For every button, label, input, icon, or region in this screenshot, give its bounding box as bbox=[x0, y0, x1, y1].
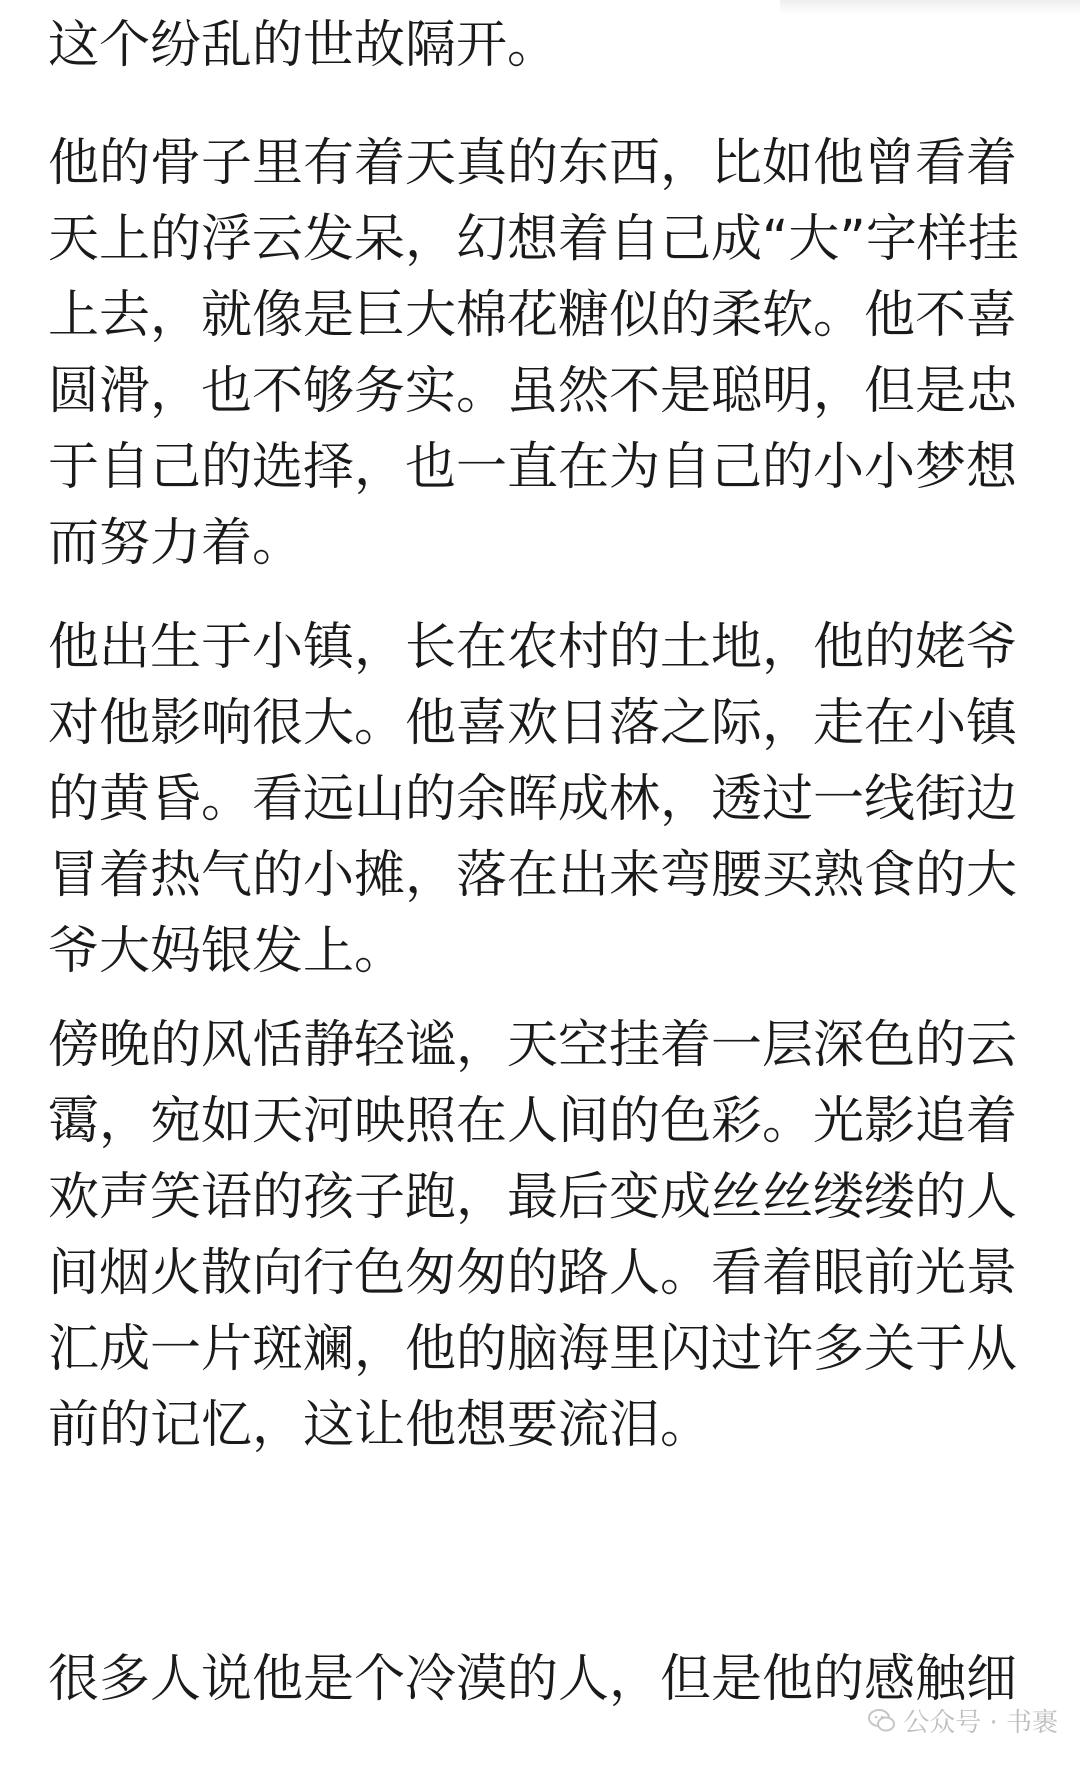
paragraph-3 bbox=[48, 610, 1017, 990]
paragraph-1 bbox=[48, 8, 558, 84]
text-line: 汇成一片斑斓，他的脑海里闪过许多关于从 bbox=[48, 1320, 1018, 1379]
text-line: 对他影响很大。他喜欢日落之际，走在小镇 bbox=[48, 694, 1018, 753]
text-line: 霭，宛如天河映照在人间的色彩。光影追着 bbox=[48, 1092, 1018, 1151]
watermark-text: 公众号 · 书裹 bbox=[903, 1708, 1058, 1738]
text-line: 很多人说他是个冷漠的人，但是他的感触细 bbox=[48, 1650, 1018, 1709]
text-line: 圆滑，也不够务实。虽然不是聪明，但是忠 bbox=[48, 362, 1018, 421]
text-line: 前的记忆，这让他想要流泪。 bbox=[48, 1396, 712, 1455]
watermark bbox=[867, 1702, 1058, 1739]
text-line: 间烟火散向行色匆匆的路人。看着眼前光景 bbox=[48, 1244, 1018, 1303]
text-line: 他出生于小镇，长在农村的土地，他的姥爷 bbox=[48, 618, 1018, 677]
paragraph-4 bbox=[48, 1008, 1017, 1464]
text-line: 天上的浮云发呆，幻想着自己成“大”字样挂 bbox=[48, 210, 1019, 269]
text-line: 冒着热气的小摊，落在出来弯腰买熟食的大 bbox=[48, 846, 1018, 905]
text-line: 傍晚的风恬静轻谧，天空挂着一层深色的云 bbox=[48, 1016, 1018, 1075]
paragraph-2 bbox=[48, 126, 1019, 582]
text-line: 爷大妈银发上。 bbox=[48, 922, 406, 981]
text-line: 的黄昏。看远山的余晖成林，透过一线街边 bbox=[48, 770, 1018, 829]
text-line: 这个纷乱的世故隔开。 bbox=[48, 16, 559, 75]
wechat-icon bbox=[867, 1706, 897, 1736]
text-line: 于自己的选择，也一直在为自己的小小梦想 bbox=[48, 438, 1018, 497]
text-line: 他的骨子里有着天真的东西，比如他曾看着 bbox=[48, 134, 1018, 193]
text-line: 上去，就像是巨大棉花糖似的柔软。他不喜 bbox=[48, 286, 1018, 345]
text-line: 欢声笑语的孩子跑，最后变成丝丝缕缕的人 bbox=[48, 1168, 1018, 1227]
top-fade-overlay bbox=[780, 0, 1080, 14]
text-line: 而努力着。 bbox=[48, 514, 304, 573]
